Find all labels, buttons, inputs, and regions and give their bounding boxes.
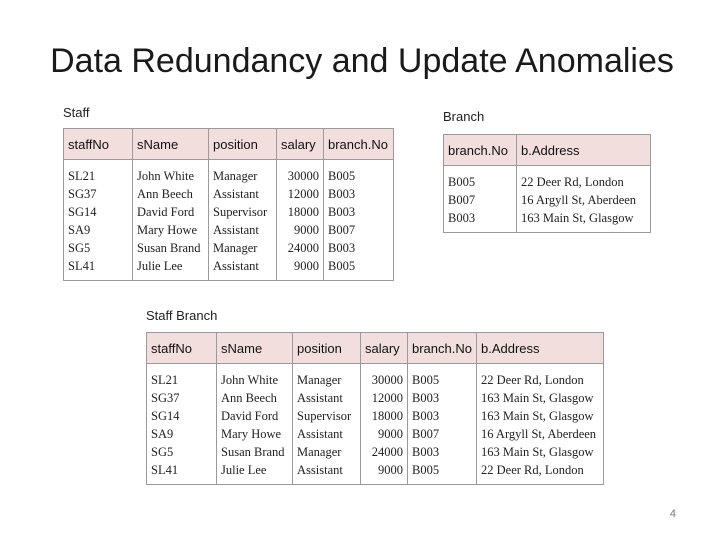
cell: 24000 [277,239,324,257]
cell: Manager [209,160,277,186]
cell: 22 Deer Rd, London [477,461,604,485]
cell: B003 [408,389,477,407]
cell: Assistant [293,461,361,485]
cell: Susan Brand [133,239,209,257]
cell: B005 [408,364,477,390]
cell: 12000 [361,389,408,407]
staff-header-row [64,129,394,160]
table-row [64,239,394,257]
cell: Ann Beech [217,389,293,407]
table-row [64,203,394,221]
cell: 22 Deer Rd, London [517,166,651,192]
cell: 9000 [277,221,324,239]
staff-table [63,128,394,281]
cell: Assistant [293,425,361,443]
cell: B005 [408,461,477,485]
table-row [64,160,394,186]
staff-branch-table [146,332,604,485]
table-row [444,166,651,192]
cell: B003 [324,185,394,203]
table-row [64,257,394,281]
cell: Mary Howe [217,425,293,443]
cell: 9000 [361,461,408,485]
cell: B003 [324,239,394,257]
cell: Supervisor [209,203,277,221]
cell: Supervisor [293,407,361,425]
branch-col-branchno: branch.No [444,135,517,166]
staff-branch-col-sname: sName [217,333,293,364]
cell: Manager [209,239,277,257]
staff-branch-col-baddress: b.Address [477,333,604,364]
cell: SL41 [64,257,133,281]
cell: 12000 [277,185,324,203]
staff-branch-caption: Staff Branch [146,308,218,323]
cell: B007 [408,425,477,443]
table-row [147,364,604,390]
branch-table [443,134,651,233]
cell: Ann Beech [133,185,209,203]
cell: 22 Deer Rd, London [477,364,604,390]
cell: SL21 [147,364,217,390]
cell: 24000 [361,443,408,461]
cell: B007 [324,221,394,239]
staff-col-sname: sName [133,129,209,160]
cell: B005 [444,166,517,192]
cell: Manager [293,443,361,461]
cell: Assistant [209,185,277,203]
table-row [444,191,651,209]
cell: Manager [293,364,361,390]
table-row [147,389,604,407]
cell: SA9 [147,425,217,443]
cell: Assistant [293,389,361,407]
cell: John White [133,160,209,186]
cell: SG14 [147,407,217,425]
cell: SG5 [64,239,133,257]
cell: 163 Main St, Glasgow [477,389,604,407]
staff-branch-col-position: position [293,333,361,364]
staff-branch-col-staffno: staffNo [147,333,217,364]
table-row [64,221,394,239]
cell: Assistant [209,221,277,239]
cell: SG37 [64,185,133,203]
cell: John White [217,364,293,390]
cell: SA9 [64,221,133,239]
table-row [147,461,604,485]
staff-branch-header-row [147,333,604,364]
cell: B003 [408,407,477,425]
cell: 30000 [361,364,408,390]
staff-branch-col-salary: salary [361,333,408,364]
cell: B005 [324,257,394,281]
table-row [147,443,604,461]
cell: 163 Main St, Glasgow [517,209,651,233]
cell: B003 [444,209,517,233]
branch-col-baddress: b.Address [517,135,651,166]
cell: B005 [324,160,394,186]
cell: 9000 [277,257,324,281]
cell: 18000 [361,407,408,425]
staff-col-staffno: staffNo [64,129,133,160]
page-number: 4 [669,508,676,520]
staff-col-branchno: branch.No [324,129,394,160]
staff-branch-col-branchno: branch.No [408,333,477,364]
cell: SG5 [147,443,217,461]
cell: SG14 [64,203,133,221]
cell: 16 Argyll St, Aberdeen [477,425,604,443]
staff-col-position: position [209,129,277,160]
staff-caption: Staff [63,105,90,120]
cell: B007 [444,191,517,209]
cell: 16 Argyll St, Aberdeen [517,191,651,209]
cell: David Ford [217,407,293,425]
table-row [64,185,394,203]
cell: SL21 [64,160,133,186]
cell: Susan Brand [217,443,293,461]
cell: Mary Howe [133,221,209,239]
cell: Julie Lee [133,257,209,281]
branch-caption: Branch [443,109,485,124]
table-row [147,425,604,443]
cell: Julie Lee [217,461,293,485]
cell: 163 Main St, Glasgow [477,443,604,461]
cell: B003 [408,443,477,461]
cell: 9000 [361,425,408,443]
table-row [444,209,651,233]
slide-title: Data Redundancy and Update Anomalies [50,42,674,80]
cell: 30000 [277,160,324,186]
cell: SG37 [147,389,217,407]
cell: David Ford [133,203,209,221]
cell: Assistant [209,257,277,281]
branch-header-row [444,135,651,166]
staff-col-salary: salary [277,129,324,160]
cell: SL41 [147,461,217,485]
cell: B003 [324,203,394,221]
cell: 18000 [277,203,324,221]
table-row [147,407,604,425]
cell: 163 Main St, Glasgow [477,407,604,425]
